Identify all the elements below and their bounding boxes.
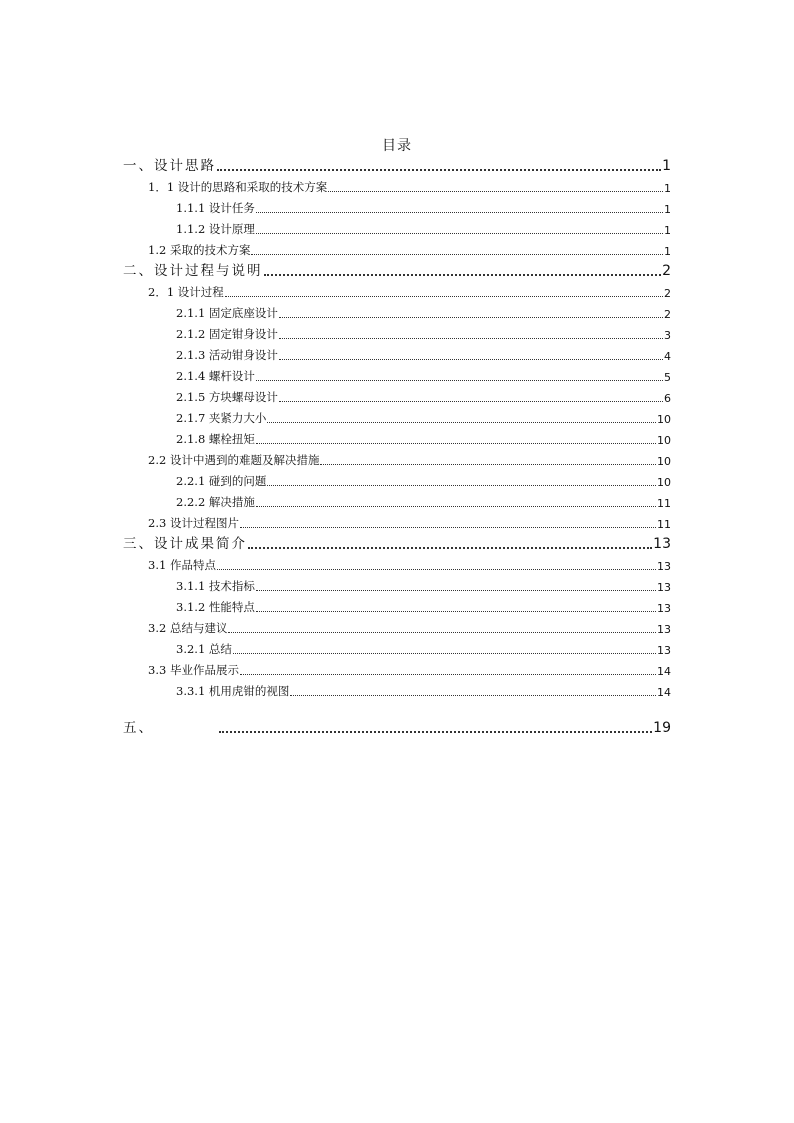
- toc-entry-page: 6: [664, 392, 671, 405]
- toc-entry-label: 五、: [123, 720, 154, 736]
- toc-entry[interactable]: [176, 198, 671, 216]
- toc-entry[interactable]: [176, 597, 671, 615]
- toc-entry-page: 19: [653, 720, 671, 736]
- toc-entry[interactable]: [176, 408, 671, 426]
- dot-leader: [279, 324, 663, 339]
- dot-leader: [256, 219, 663, 234]
- toc-entry-label: 3.2 总结与建议: [148, 621, 228, 635]
- toc-entry-page: 10: [657, 434, 671, 447]
- toc-entry-page: 2: [664, 308, 671, 321]
- toc-entry[interactable]: [148, 450, 671, 468]
- dot-leader: [290, 681, 656, 696]
- dot-leader: [279, 387, 663, 402]
- toc-entry-label: 2.2.2 解决措施: [176, 495, 255, 509]
- toc-entry-page: 13: [657, 560, 671, 573]
- toc-title: 目录: [382, 138, 412, 154]
- toc-entry-label: 1.1.1 设计任务: [176, 201, 255, 215]
- toc-entry-page: 14: [657, 686, 671, 699]
- toc-entry-page: 2: [662, 263, 671, 279]
- toc-entry[interactable]: [176, 387, 671, 405]
- toc-entry-label: 2.3 设计过程图片: [148, 516, 239, 530]
- toc-entry[interactable]: [176, 681, 671, 699]
- toc-entry[interactable]: [176, 429, 671, 447]
- toc-entry-label: 2.1.5 方块螺母设计: [176, 390, 278, 404]
- toc-entry[interactable]: [148, 660, 671, 678]
- toc-entry-label: 2.1.8 螺栓扭矩: [176, 432, 255, 446]
- toc-entry-label: 2.2.1 碰到的问题: [176, 474, 267, 488]
- toc-entry-page: 4: [664, 350, 671, 363]
- toc-entry-label: 1．1 设计的思路和采取的技术方案: [148, 180, 328, 194]
- dot-leader: [256, 492, 656, 507]
- toc-entry-page: 10: [657, 413, 671, 426]
- toc-entry-page: 11: [657, 518, 671, 531]
- toc-entry-page: 13: [657, 644, 671, 657]
- dot-leader: [256, 198, 663, 213]
- dot-leader: [256, 576, 656, 591]
- toc-entry[interactable]: [123, 261, 671, 279]
- toc-entry-page: 1: [664, 245, 671, 258]
- toc-entry-label: 二、设计过程与说明: [123, 263, 263, 279]
- toc-entry-label: 1.2 采取的技术方案: [148, 243, 251, 257]
- dot-leader: [256, 597, 656, 612]
- toc-entry[interactable]: [176, 576, 671, 594]
- toc-entry-label: 三、设计成果简介: [123, 536, 247, 552]
- dot-leader: [256, 366, 663, 381]
- dot-leader: [217, 155, 661, 171]
- dot-leader: [228, 618, 656, 633]
- dot-leader: [279, 345, 663, 360]
- dot-leader: [225, 282, 663, 297]
- toc-entry-page: 13: [657, 581, 671, 594]
- toc-entry[interactable]: [148, 282, 671, 300]
- dot-leader: [233, 639, 656, 654]
- toc-entry-page: 13: [653, 536, 671, 552]
- toc-entry-label: 3.3 毕业作品展示: [148, 663, 239, 677]
- toc-entry[interactable]: [123, 718, 671, 736]
- toc-entry-label: 3.2.1 总结: [176, 642, 232, 656]
- toc-entry-label: 2.1.3 活动钳身设计: [176, 348, 278, 362]
- toc-entry-page: 1: [664, 203, 671, 216]
- toc-entry-page: 14: [657, 665, 671, 678]
- dot-leader: [328, 177, 663, 192]
- toc-entry-page: 2: [664, 287, 671, 300]
- toc-entry[interactable]: [176, 303, 671, 321]
- dot-leader: [279, 303, 663, 318]
- dot-leader: [248, 533, 652, 549]
- toc-entry-label: 3.1 作品特点: [148, 558, 216, 572]
- toc-entry-page: 1: [664, 182, 671, 195]
- toc-entry-page: 1: [662, 158, 671, 174]
- toc-entry[interactable]: [148, 177, 671, 195]
- toc-entry-label: 1.1.2 设计原理: [176, 222, 255, 236]
- toc-entry-label: 2.1.1 固定底座设计: [176, 306, 278, 320]
- toc-entry-page: 3: [664, 329, 671, 342]
- toc-entry-page: 1: [664, 224, 671, 237]
- toc-entry-page: 10: [657, 455, 671, 468]
- dot-leader: [240, 660, 656, 675]
- dot-leader: [264, 260, 662, 276]
- toc-entry[interactable]: [148, 618, 671, 636]
- toc-entry[interactable]: [123, 156, 671, 174]
- dot-leader: [240, 513, 656, 528]
- dot-leader: [256, 429, 656, 444]
- dot-leader: [267, 408, 656, 423]
- toc-entry-page: 11: [657, 497, 671, 510]
- toc-entry-label: 一、设计思路: [123, 158, 216, 174]
- dot-leader: [217, 555, 656, 570]
- toc-entry[interactable]: [176, 345, 671, 363]
- toc-entry-page: 13: [657, 623, 671, 636]
- toc-entry[interactable]: [123, 534, 671, 552]
- dot-leader: [267, 471, 656, 486]
- toc-entry-label: 2.1.7 夹紧力大小: [176, 411, 267, 425]
- toc-entry[interactable]: [148, 240, 671, 258]
- toc-entry[interactable]: [148, 513, 671, 531]
- toc-entry-page: 10: [657, 476, 671, 489]
- toc-entry-label: 2．1 设计过程: [148, 285, 224, 299]
- toc-entry-label: 2.2 设计中遇到的难题及解决措施: [148, 453, 320, 467]
- dot-leader: [320, 450, 656, 465]
- toc-entry[interactable]: [176, 219, 671, 237]
- toc-entry[interactable]: [176, 471, 671, 489]
- toc-entry[interactable]: [176, 324, 671, 342]
- toc-entry-page: 5: [664, 371, 671, 384]
- toc-entry[interactable]: [176, 639, 671, 657]
- toc-entry-label: 3.3.1 机用虎钳的视图: [176, 684, 290, 698]
- toc-entry-label: 3.1.2 性能特点: [176, 600, 255, 614]
- toc-entry-label: 3.1.1 技术指标: [176, 579, 255, 593]
- dot-leader: [251, 240, 663, 255]
- toc-entry-label: 2.1.4 螺杆设计: [176, 369, 255, 383]
- toc-entry[interactable]: [176, 492, 671, 510]
- toc-entry-label: 2.1.2 固定钳身设计: [176, 327, 278, 341]
- toc-entry[interactable]: [176, 366, 671, 384]
- dot-leader: [219, 717, 652, 733]
- toc-entry-page: 13: [657, 602, 671, 615]
- toc-entry[interactable]: [148, 555, 671, 573]
